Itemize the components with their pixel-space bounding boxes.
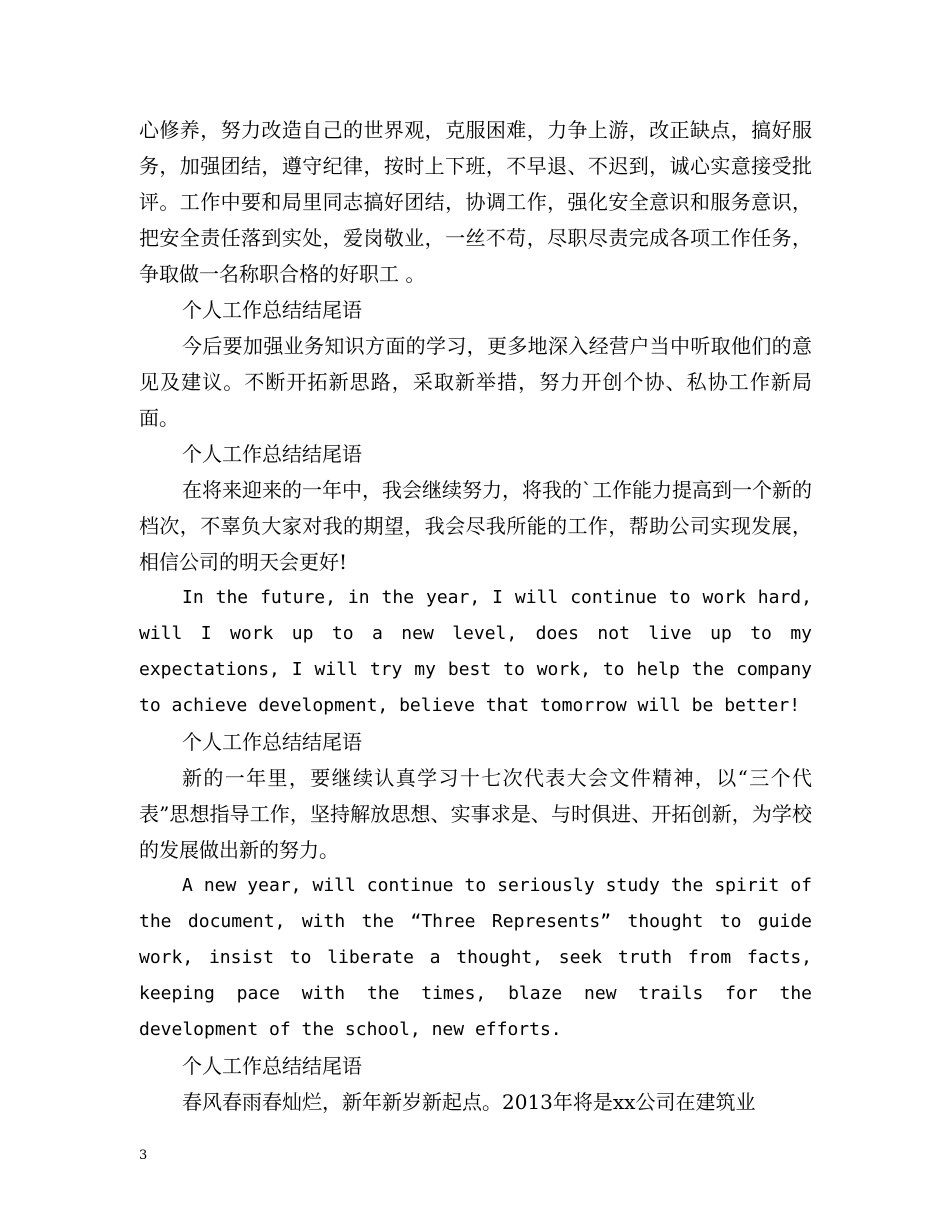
paragraph-4-english: A new year, will continue to seriously study the spirit of the document, with the “Three Represents” thought to guide work, insist to liberate a thought, seek truth from facts, keeping pace with the times, blaze new trails for the development of the school, new efforts. <box>139 875 812 1040</box>
section-heading-3: 个人工作总结结尾语 <box>182 730 362 754</box>
section-heading-1: 个人工作总结结尾语 <box>182 298 362 322</box>
paragraph-4: 新的一年里，要继续认真学习十七次代表大会文件精神，以“三个代表”思想指导工作，坚持解放思想、实事求是、与时俱进、开拓创新，为学校的发展做出新的努力。 <box>139 766 812 862</box>
paragraph-3-english: In the future, in the year, I will continue to work hard, will I work up to a new level, does not live up to my expectations, I will try my best to work, to help the company to achieve development, believe that tomorrow will be better! <box>139 587 812 716</box>
section-heading-4: 个人工作总结结尾语 <box>182 1054 362 1078</box>
paragraph-5: 春风春雨春灿烂，新年新岁新起点。2013年将是xx公司在建筑业 <box>182 1090 756 1114</box>
section-heading-2: 个人工作总结结尾语 <box>182 442 362 466</box>
document-body <box>139 112 812 1120</box>
page-number: 3 <box>139 1148 148 1163</box>
paragraph-1: 心修养，努力改造自己的世界观，克服困难，力争上游，改正缺点，搞好服务，加强团结，遵守纪律，按时上下班，不早退、不迟到，诚心实意接受批评。工作中要和局里同志搞好团结，协调工作，强化安全意识和服务意识，把安全责任落到实处，爱岗敬业，一丝不苟，尽职尽责完成各项工作任务，争取做一名称职合格的好职工 。 <box>139 118 812 286</box>
paragraph-3: 在将来迎来的一年中，我会继续努力，将我的`工作能力提高到一个新的档次，不辜负大家对我的期望，我会尽我所能的工作，帮助公司实现发展，相信公司的明天会更好! <box>139 478 812 574</box>
paragraph-2: 今后要加强业务知识方面的学习，更多地深入经营户当中听取他们的意见及建议。不断开拓新思路，采取新举措，努力开创个协、私协工作新局面。 <box>139 334 812 430</box>
